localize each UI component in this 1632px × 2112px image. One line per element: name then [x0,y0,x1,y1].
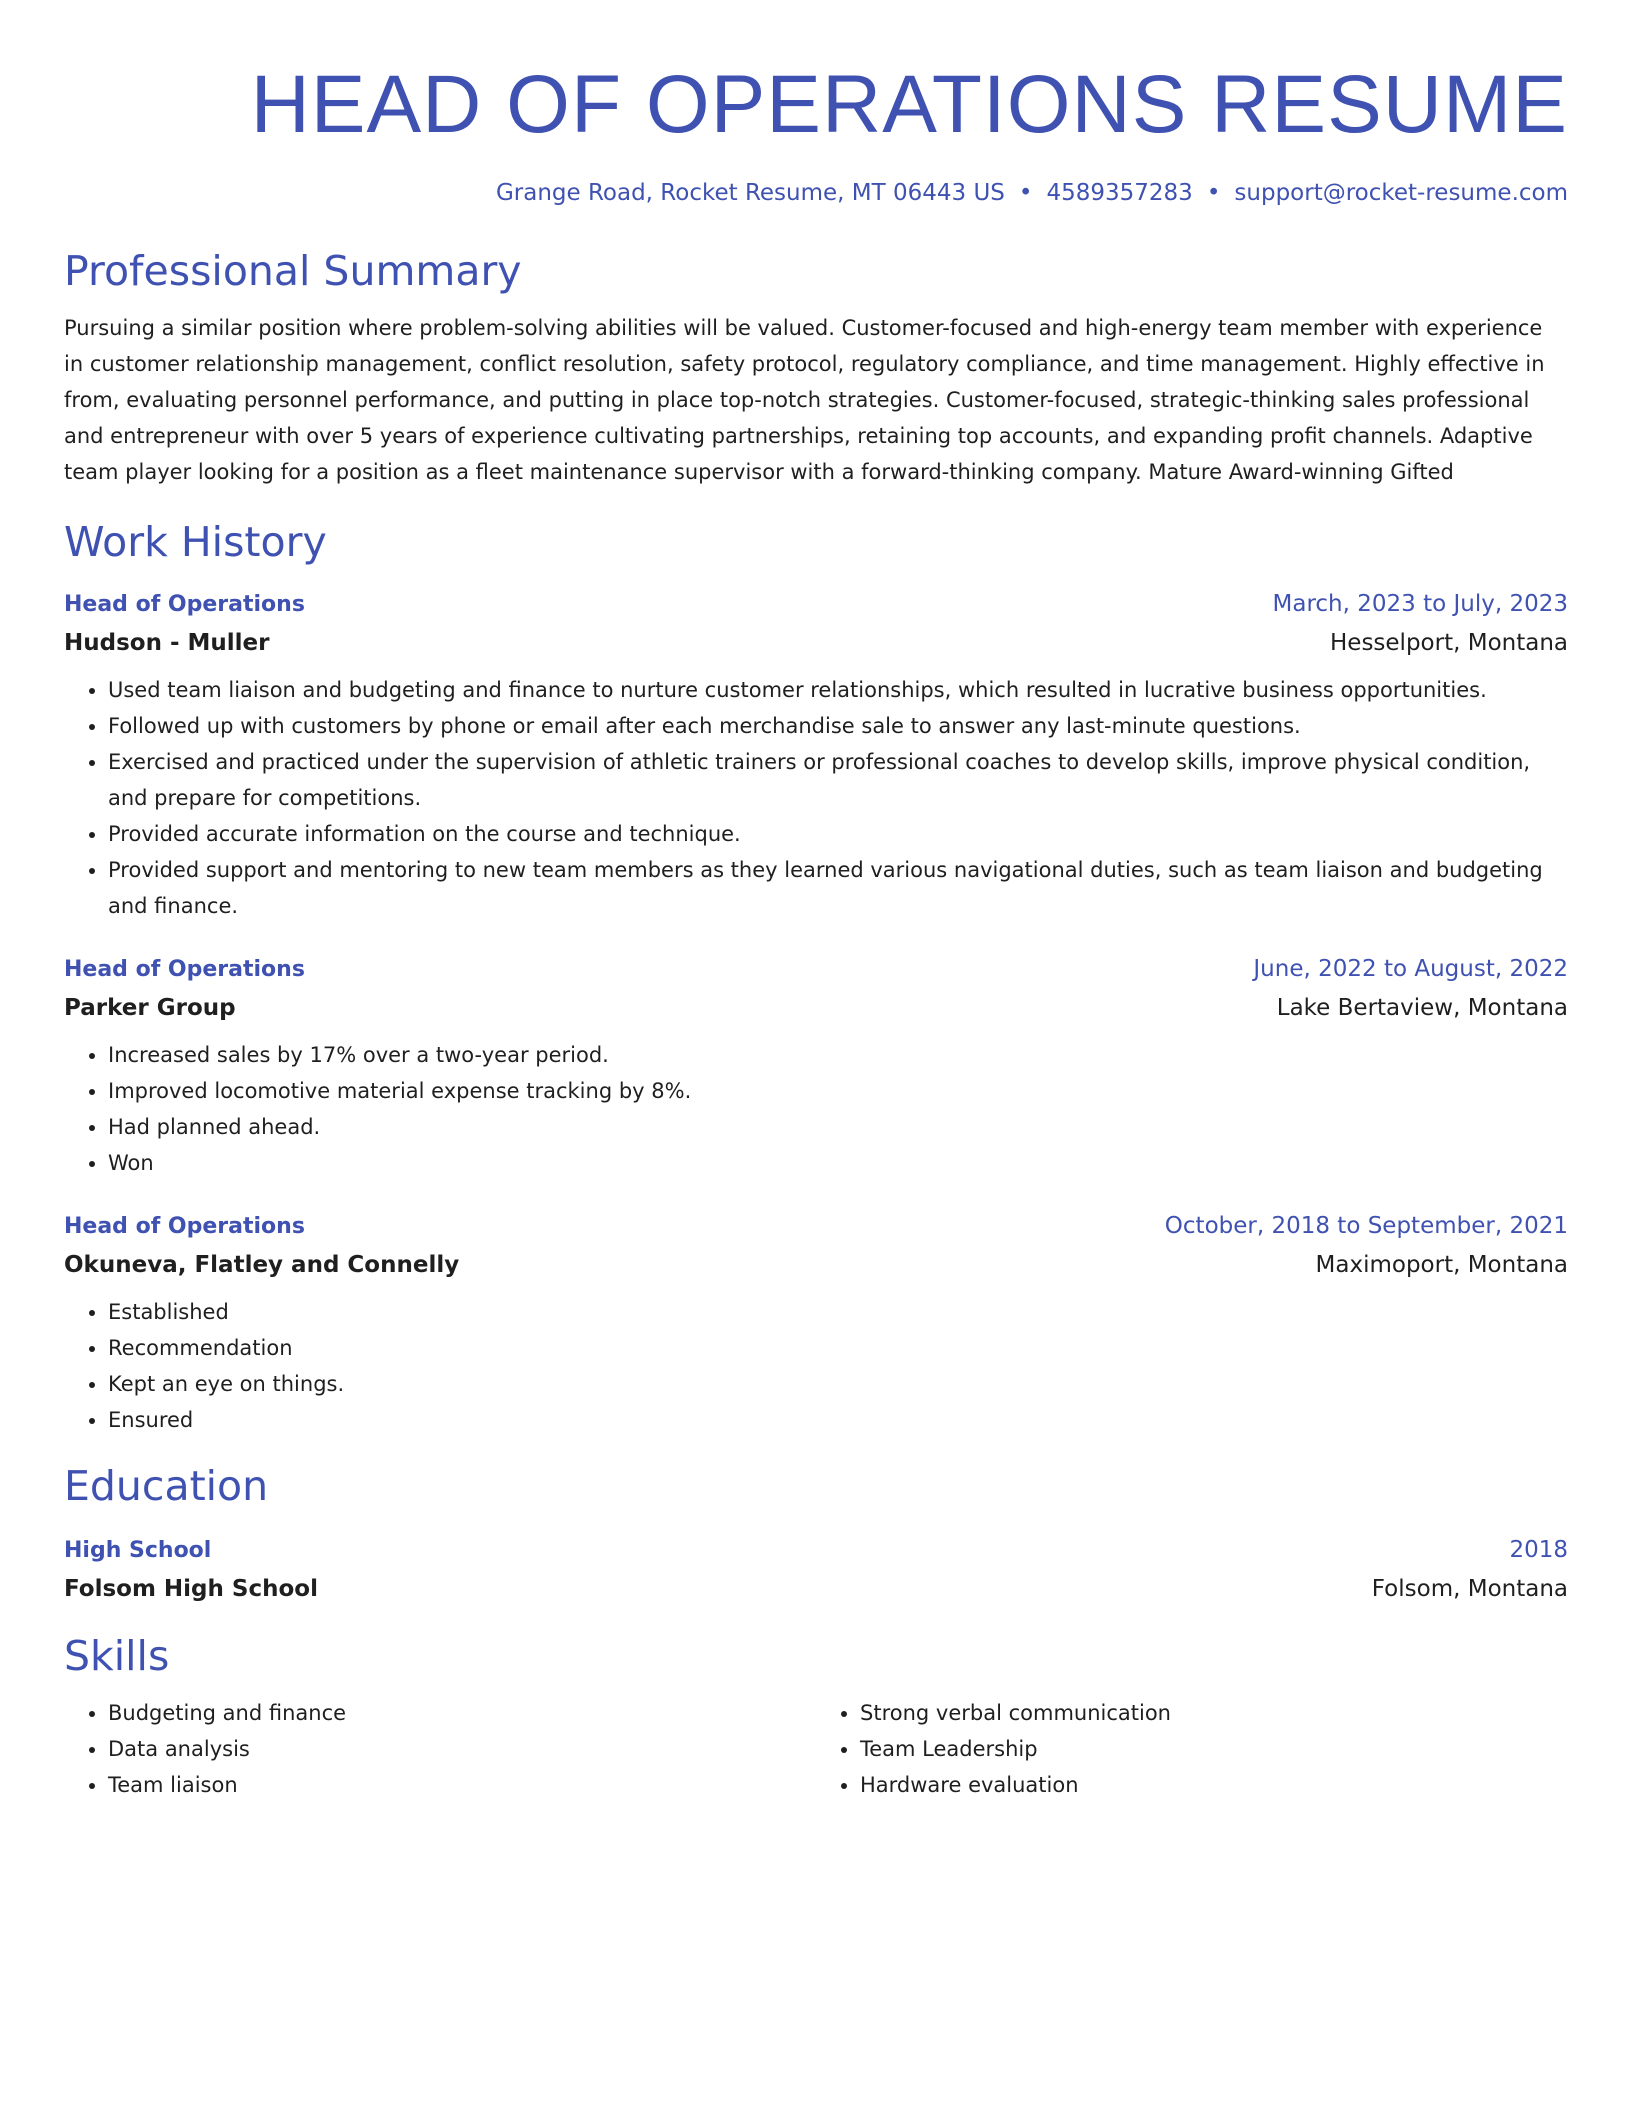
education-degree: High School [64,1538,212,1564]
job-bullet: • Had planned ahead. [108,1109,1568,1145]
job-bullet: • Recommendation [108,1330,1568,1366]
contact-separator: • [1018,180,1033,206]
skills-list [64,1695,816,1803]
summary-heading: Professional Summary [64,247,522,295]
job-bullets [64,672,1568,924]
skill-item: • Budgeting and finance [108,1695,816,1731]
job-entry [64,950,1568,1181]
job-company: Hudson - Muller [64,630,270,657]
job-title: Head of Operations [64,1214,305,1240]
education-heading: Education [64,1462,269,1511]
job-bullet: • Won [108,1145,1568,1181]
job-location: Lake Bertaview, Montana [1276,995,1568,1022]
job-title: Head of Operations [64,957,305,983]
job-header-row [64,950,1568,989]
education-school: Folsom High School [64,1576,318,1603]
education-header-row [64,1531,1568,1570]
work-history-list [64,585,1568,1438]
contact-phone: 4589357283 [1046,180,1193,206]
job-company: Parker Group [64,995,236,1022]
contact-address: Grange Road, Rocket Resume, MT 06443 US [495,180,1005,206]
job-bullet: • Kept an eye on things. [108,1366,1568,1402]
education-year: 2018 [1509,1537,1568,1564]
skill-item: • Team Leadership [860,1731,1568,1767]
job-company-row [64,1246,1568,1284]
skills-column-left [64,1695,816,1803]
job-bullet: • Provided support and mentoring to new team members as they learned various navigational duties, such as team liaison and budgeting and finance. [108,852,1568,924]
job-title: Head of Operations [64,592,305,618]
job-entry [64,1207,1568,1438]
contact-email: support@rocket-resume.com [1234,180,1568,206]
skill-item: • Hardware evaluation [860,1767,1568,1803]
job-location: Maximoport, Montana [1315,1252,1568,1279]
job-bullets [64,1037,1568,1181]
job-bullet: • Ensured [108,1402,1568,1438]
job-header-row [64,585,1568,624]
job-bullet: • Used team liaison and budgeting and finance to nurture customer relationships, which resulted in lucrative business opportunities. [108,672,1568,708]
job-bullet: • Established [108,1294,1568,1330]
skill-item: • Strong verbal communication [860,1695,1568,1731]
education-location: Folsom, Montana [1371,1576,1568,1603]
skill-item: • Team liaison [108,1767,816,1803]
job-bullet: • Provided accurate information on the course and technique. [108,816,1568,852]
job-dates: June, 2022 to August, 2022 [1253,956,1568,983]
work-history-heading: Work History [64,518,327,567]
skills-grid [64,1695,1568,1803]
job-bullet: • Improved locomotive material expense tracking by 8%. [108,1073,1568,1109]
resume-title: HEAD OF OPERATIONS RESUME [250,59,1568,150]
job-company: Okuneva, Flatley and Connelly [64,1252,460,1279]
job-header-row [64,1207,1568,1246]
job-bullet: • Increased sales by 17% over a two-year period. [108,1037,1568,1073]
contact-separator: • [1206,180,1221,206]
job-entry [64,585,1568,924]
skill-item: • Data analysis [108,1731,816,1767]
skills-column-right [816,1695,1568,1803]
skills-list [816,1695,1568,1803]
skills-heading: Skills [64,1632,170,1681]
job-company-row [64,989,1568,1027]
job-dates: March, 2023 to July, 2023 [1272,591,1568,618]
education-entry [64,1531,1568,1608]
education-school-row [64,1570,1568,1608]
job-bullet: • Exercised and practiced under the supervision of athletic trainers or professional coaches to develop skills, improve physical condition, and prepare for competitions. [108,744,1568,816]
summary-text: Pursuing a similar position where problem-solving abilities will be valued. Customer-focused and high-energy team member with experience in customer relationship management, conflict resolution, safety protocol, regulatory compliance, and time management. Highly effective in from, evaluating personnel performance, and putting in place top-notch strategies. Customer-focused, strategic-thinking sales professional and entrepreneur with over 5 years of experience cultivating partnerships, retaining top accounts, and expanding profit channels. Adaptive team player looking for a position as a fleet maintenance supervisor with a forward-thinking company. Mature Award-winning Gifted [64,316,1545,485]
job-location: Hesselport, Montana [1330,630,1568,657]
contact-line [64,182,1568,205]
job-bullet: • Followed up with customers by phone or email after each merchandise sale to answer any last-minute questions. [108,708,1568,744]
job-bullets [64,1294,1568,1438]
job-company-row [64,624,1568,662]
job-dates: October, 2018 to September, 2021 [1164,1213,1568,1240]
